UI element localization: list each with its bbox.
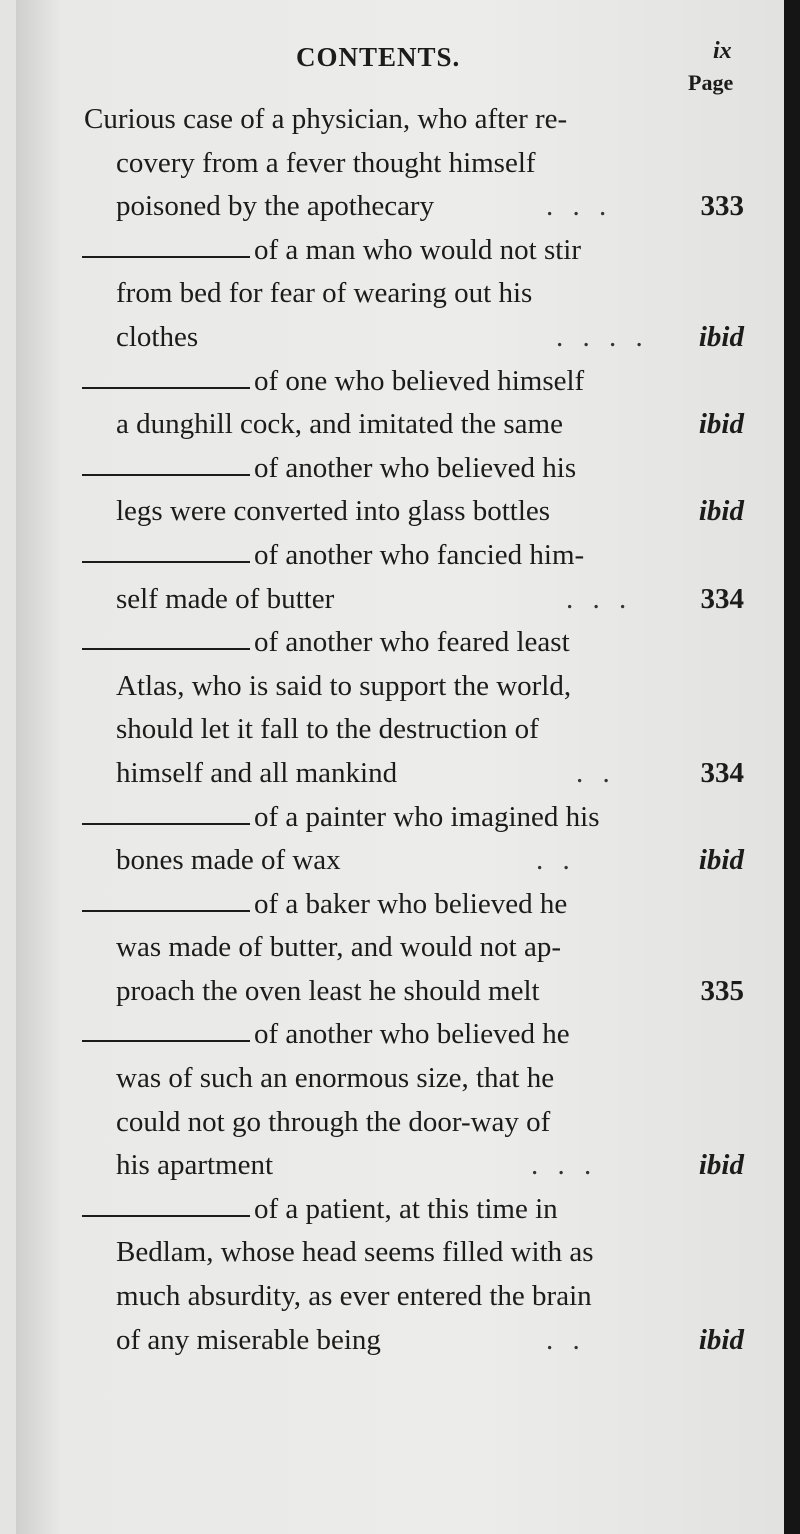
entry-text: poisoned by the apothecary [116, 190, 435, 223]
entry-text: of a man who would not stir [254, 233, 582, 266]
page-title: CONTENTS. [296, 42, 461, 72]
ditto-rule [82, 823, 250, 825]
ditto-rule [82, 910, 250, 912]
contents-line [16, 1188, 784, 1232]
dot-leader: . . . [546, 190, 613, 223]
contents-line [16, 708, 784, 752]
contents-line [16, 1144, 784, 1188]
entry-text: of a baker who believed he [254, 887, 568, 920]
contents-line [16, 926, 784, 970]
contents-line [16, 142, 784, 186]
contents-line [16, 316, 784, 360]
entry-text: of a painter who imagined his [254, 800, 600, 833]
page-reference: 333 [700, 190, 744, 223]
ditto-rule [82, 387, 250, 389]
entry-text: could not go through the door-way of [116, 1105, 551, 1138]
entry-text: covery from a fever thought himself [116, 146, 536, 179]
page-reference: 334 [700, 582, 744, 615]
entry-text: bones made of wax [116, 844, 341, 877]
page-reference: ibid [698, 320, 744, 353]
contents-line [16, 1275, 784, 1319]
ditto-rule [82, 474, 250, 476]
entry-text: should let it fall to the destruction of [116, 713, 539, 746]
contents-line [16, 185, 784, 229]
contents-line [16, 796, 784, 840]
contents-line [16, 970, 784, 1014]
dot-leader: . . . [531, 1149, 598, 1182]
entry-text: was made of butter, and would not ap- [116, 931, 561, 964]
entry-text: Curious case of a physician, who after re- [84, 103, 568, 135]
entry-text: of one who believed himself [254, 364, 585, 397]
entry-text: of a patient, at this time in [254, 1192, 558, 1225]
entry-text: proach the oven least he should melt [116, 974, 540, 1007]
entry-text: Bedlam, whose head seems filled with as [116, 1236, 594, 1269]
contents-line [16, 403, 784, 447]
entry-text: much absurdity, as ever entered the brain [116, 1280, 592, 1313]
contents-list [16, 98, 784, 1362]
contents-line [16, 1057, 784, 1101]
page-reference: 334 [700, 756, 744, 789]
contents-line [16, 1319, 784, 1363]
entry-text: of another who feared least [254, 626, 570, 659]
page-reference: ibid [698, 844, 744, 877]
contents-line [16, 229, 784, 273]
entry-text: of another who fancied him- [254, 538, 585, 571]
entry-text: from bed for fear of wearing out his [116, 277, 533, 310]
contents-line [16, 534, 784, 578]
dot-leader: . . [546, 1323, 586, 1356]
dot-leader: . . [536, 844, 576, 877]
entry-text: of another who believed he [254, 1018, 570, 1051]
contents-line [16, 1231, 784, 1275]
ditto-rule [82, 1215, 250, 1217]
dot-leader: . . . [566, 582, 633, 615]
page-reference: ibid [698, 495, 744, 528]
contents-line [16, 752, 784, 796]
page-reference: ibid [698, 1149, 744, 1182]
entry-text: of another who believed his [254, 451, 577, 484]
dot-leader: . . [576, 756, 616, 789]
page-reference: ibid [698, 1323, 744, 1356]
contents-line [16, 621, 784, 665]
contents-line [16, 490, 784, 534]
contents-line [16, 1013, 784, 1057]
entry-text: was of such an enormous size, that he [116, 1062, 555, 1095]
contents-line [16, 578, 784, 622]
ditto-rule [82, 648, 250, 650]
ditto-rule [82, 561, 250, 563]
ditto-rule [82, 256, 250, 258]
entry-text: legs were converted into glass bottles [116, 495, 551, 528]
entry-text: Atlas, who is said to support the world, [116, 669, 572, 702]
contents-line [16, 665, 784, 709]
contents-line [16, 98, 784, 142]
page-header [16, 36, 784, 106]
dot-leader: . . . . [556, 320, 649, 353]
book-page [16, 0, 784, 1534]
contents-line [16, 1101, 784, 1145]
entry-text: of any miserable being [116, 1323, 381, 1356]
contents-line [16, 360, 784, 404]
contents-line [16, 883, 784, 927]
page-column-label: Page [688, 70, 734, 95]
entry-text: his apartment [116, 1149, 274, 1182]
page-reference: 335 [700, 974, 744, 1007]
page-reference: ibid [698, 408, 744, 441]
contents-line [16, 272, 784, 316]
entry-text: himself and all mankind [116, 756, 398, 789]
folio-number: ix [713, 38, 732, 64]
ditto-rule [82, 1040, 250, 1042]
contents-line [16, 839, 784, 883]
entry-text: a dunghill cock, and imitated the same [116, 408, 563, 441]
contents-line [16, 447, 784, 491]
entry-text: clothes [116, 320, 199, 353]
entry-text: self made of butter [116, 582, 335, 615]
